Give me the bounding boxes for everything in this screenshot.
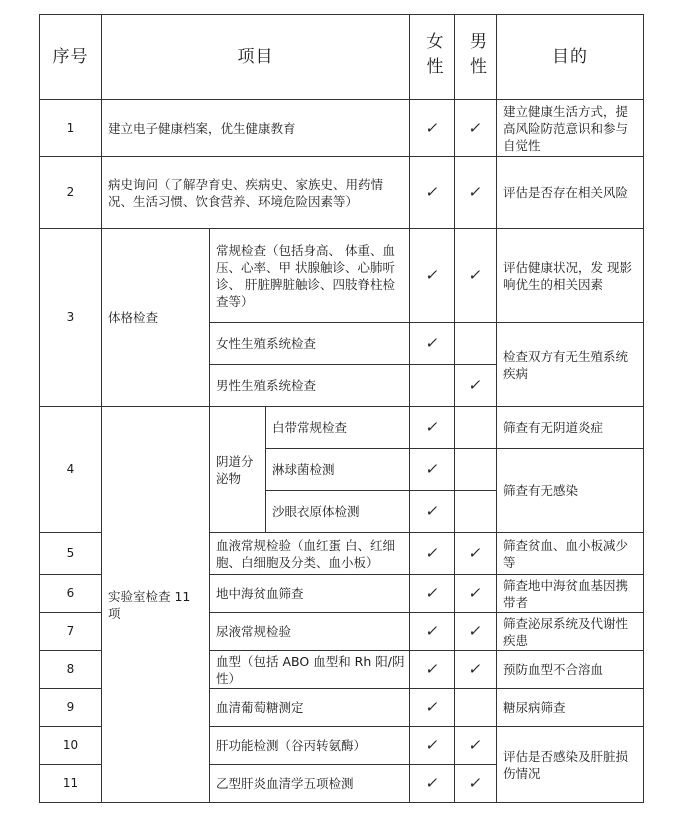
row-number: 7: [40, 613, 102, 651]
row-item: 血型（包括 ABO 血型和 Rh 阳/阴性）: [210, 651, 410, 689]
female-check-icon: ✓: [410, 613, 455, 651]
female-check-icon: ✓: [410, 323, 455, 365]
row-number: 1: [40, 100, 102, 157]
row-purpose: 建立健康生活方式，提高风险防范意识和参与自觉性: [497, 100, 644, 157]
vaginal-secretion-label: 阴道分泌物: [210, 407, 266, 533]
row-item: 病史询问（了解孕育史、疾病史、家族史、用药情况、生活习惯、饮食营养、环境危险因素等）: [102, 157, 410, 229]
prenatal-checkup-table: [39, 14, 644, 803]
female-check-icon: ✓: [410, 491, 455, 533]
row-item: 血液常规检验（血红蛋 白、红细胞、白细胞及分类、血小板）: [210, 533, 410, 575]
male-check-icon: ✓: [455, 365, 497, 407]
female-check-icon: ✓: [410, 229, 455, 323]
row-number: 3: [40, 229, 102, 407]
row-purpose: 评估是否感染及肝脏损伤情况: [497, 727, 644, 803]
table-row: [40, 229, 644, 323]
row-item: 肝功能检测（谷丙转氨酶）: [210, 727, 410, 765]
female-check-icon: ✓: [410, 100, 455, 157]
row-number: 10: [40, 727, 102, 765]
male-check-icon: ✓: [455, 613, 497, 651]
sub-item: 淋球菌检测: [266, 449, 410, 491]
header-purpose: 目的: [497, 15, 644, 100]
table-row: [40, 407, 644, 449]
row-item: 乙型肝炎血清学五项检测: [210, 765, 410, 803]
row-item: 地中海贫血筛查: [210, 575, 410, 613]
row-item: 体格检查: [102, 229, 210, 407]
female-check-icon: ✓: [410, 449, 455, 491]
lab-group-label: 实验室检查 11 项: [102, 407, 210, 803]
male-check-icon: ✓: [455, 765, 497, 803]
male-check-icon: ✓: [455, 229, 497, 323]
header-row: [40, 15, 644, 100]
sub-item: 沙眼衣原体检测: [266, 491, 410, 533]
row-purpose: 筛查有无阴道炎症: [497, 407, 644, 449]
header-female: 女性: [410, 15, 455, 100]
row-purpose: 检查双方有无生殖系统疾病: [497, 323, 644, 407]
male-check-icon: ✓: [455, 575, 497, 613]
row-purpose: 筛查泌尿系统及代谢性疾患: [497, 613, 644, 651]
sub-item-male-exam: 男性生殖系统检查: [210, 365, 410, 407]
female-check-icon: ✓: [410, 651, 455, 689]
header-male: 男性: [455, 15, 497, 100]
row-item: 建立电子健康档案，优生健康教育: [102, 100, 410, 157]
row-number: 5: [40, 533, 102, 575]
row-item: 尿液常规检验: [210, 613, 410, 651]
row-number: 9: [40, 689, 102, 727]
male-check-icon: ✓: [455, 533, 497, 575]
row-number: 2: [40, 157, 102, 229]
row-number: 4: [40, 407, 102, 533]
row-purpose: 筛查有无感染: [497, 449, 644, 533]
female-check-icon: ✓: [410, 407, 455, 449]
row-purpose: 评估健康状况，发 现影响优生的相关因素: [497, 229, 644, 323]
row-number: 8: [40, 651, 102, 689]
row-number: 6: [40, 575, 102, 613]
table-row: [40, 100, 644, 157]
male-check-icon: ✓: [455, 157, 497, 229]
sub-item: 白带常规检查: [266, 407, 410, 449]
female-check-icon: ✓: [410, 689, 455, 727]
female-check-icon: ✓: [410, 533, 455, 575]
female-check-icon: ✓: [410, 157, 455, 229]
header-no: 序号: [40, 15, 102, 100]
female-check-icon: ✓: [410, 727, 455, 765]
table-row: [40, 157, 644, 229]
row-purpose: 糖尿病筛查: [497, 689, 644, 727]
sub-item-female-exam: 女性生殖系统检查: [210, 323, 410, 365]
row-purpose: 筛查贫血、血小板减少等: [497, 533, 644, 575]
row-purpose: 筛查地中海贫血基因携带者: [497, 575, 644, 613]
row-number: 11: [40, 765, 102, 803]
male-check-icon: ✓: [455, 100, 497, 157]
male-check-icon: ✓: [455, 651, 497, 689]
male-check-icon: ✓: [455, 727, 497, 765]
female-check-icon: ✓: [410, 765, 455, 803]
row-item: 血清葡萄糖测定: [210, 689, 410, 727]
sub-item-general-exam: 常规检查（包括身高、 体重、血压、心率、甲 状腺触诊、心肺听诊、 肝脏脾脏触诊、四肢脊柱检查等）: [210, 229, 410, 323]
header-item: 项目: [102, 15, 410, 100]
row-purpose: 评估是否存在相关风险: [497, 157, 644, 229]
female-check-icon: ✓: [410, 575, 455, 613]
row-purpose: 预防血型不合溶血: [497, 651, 644, 689]
